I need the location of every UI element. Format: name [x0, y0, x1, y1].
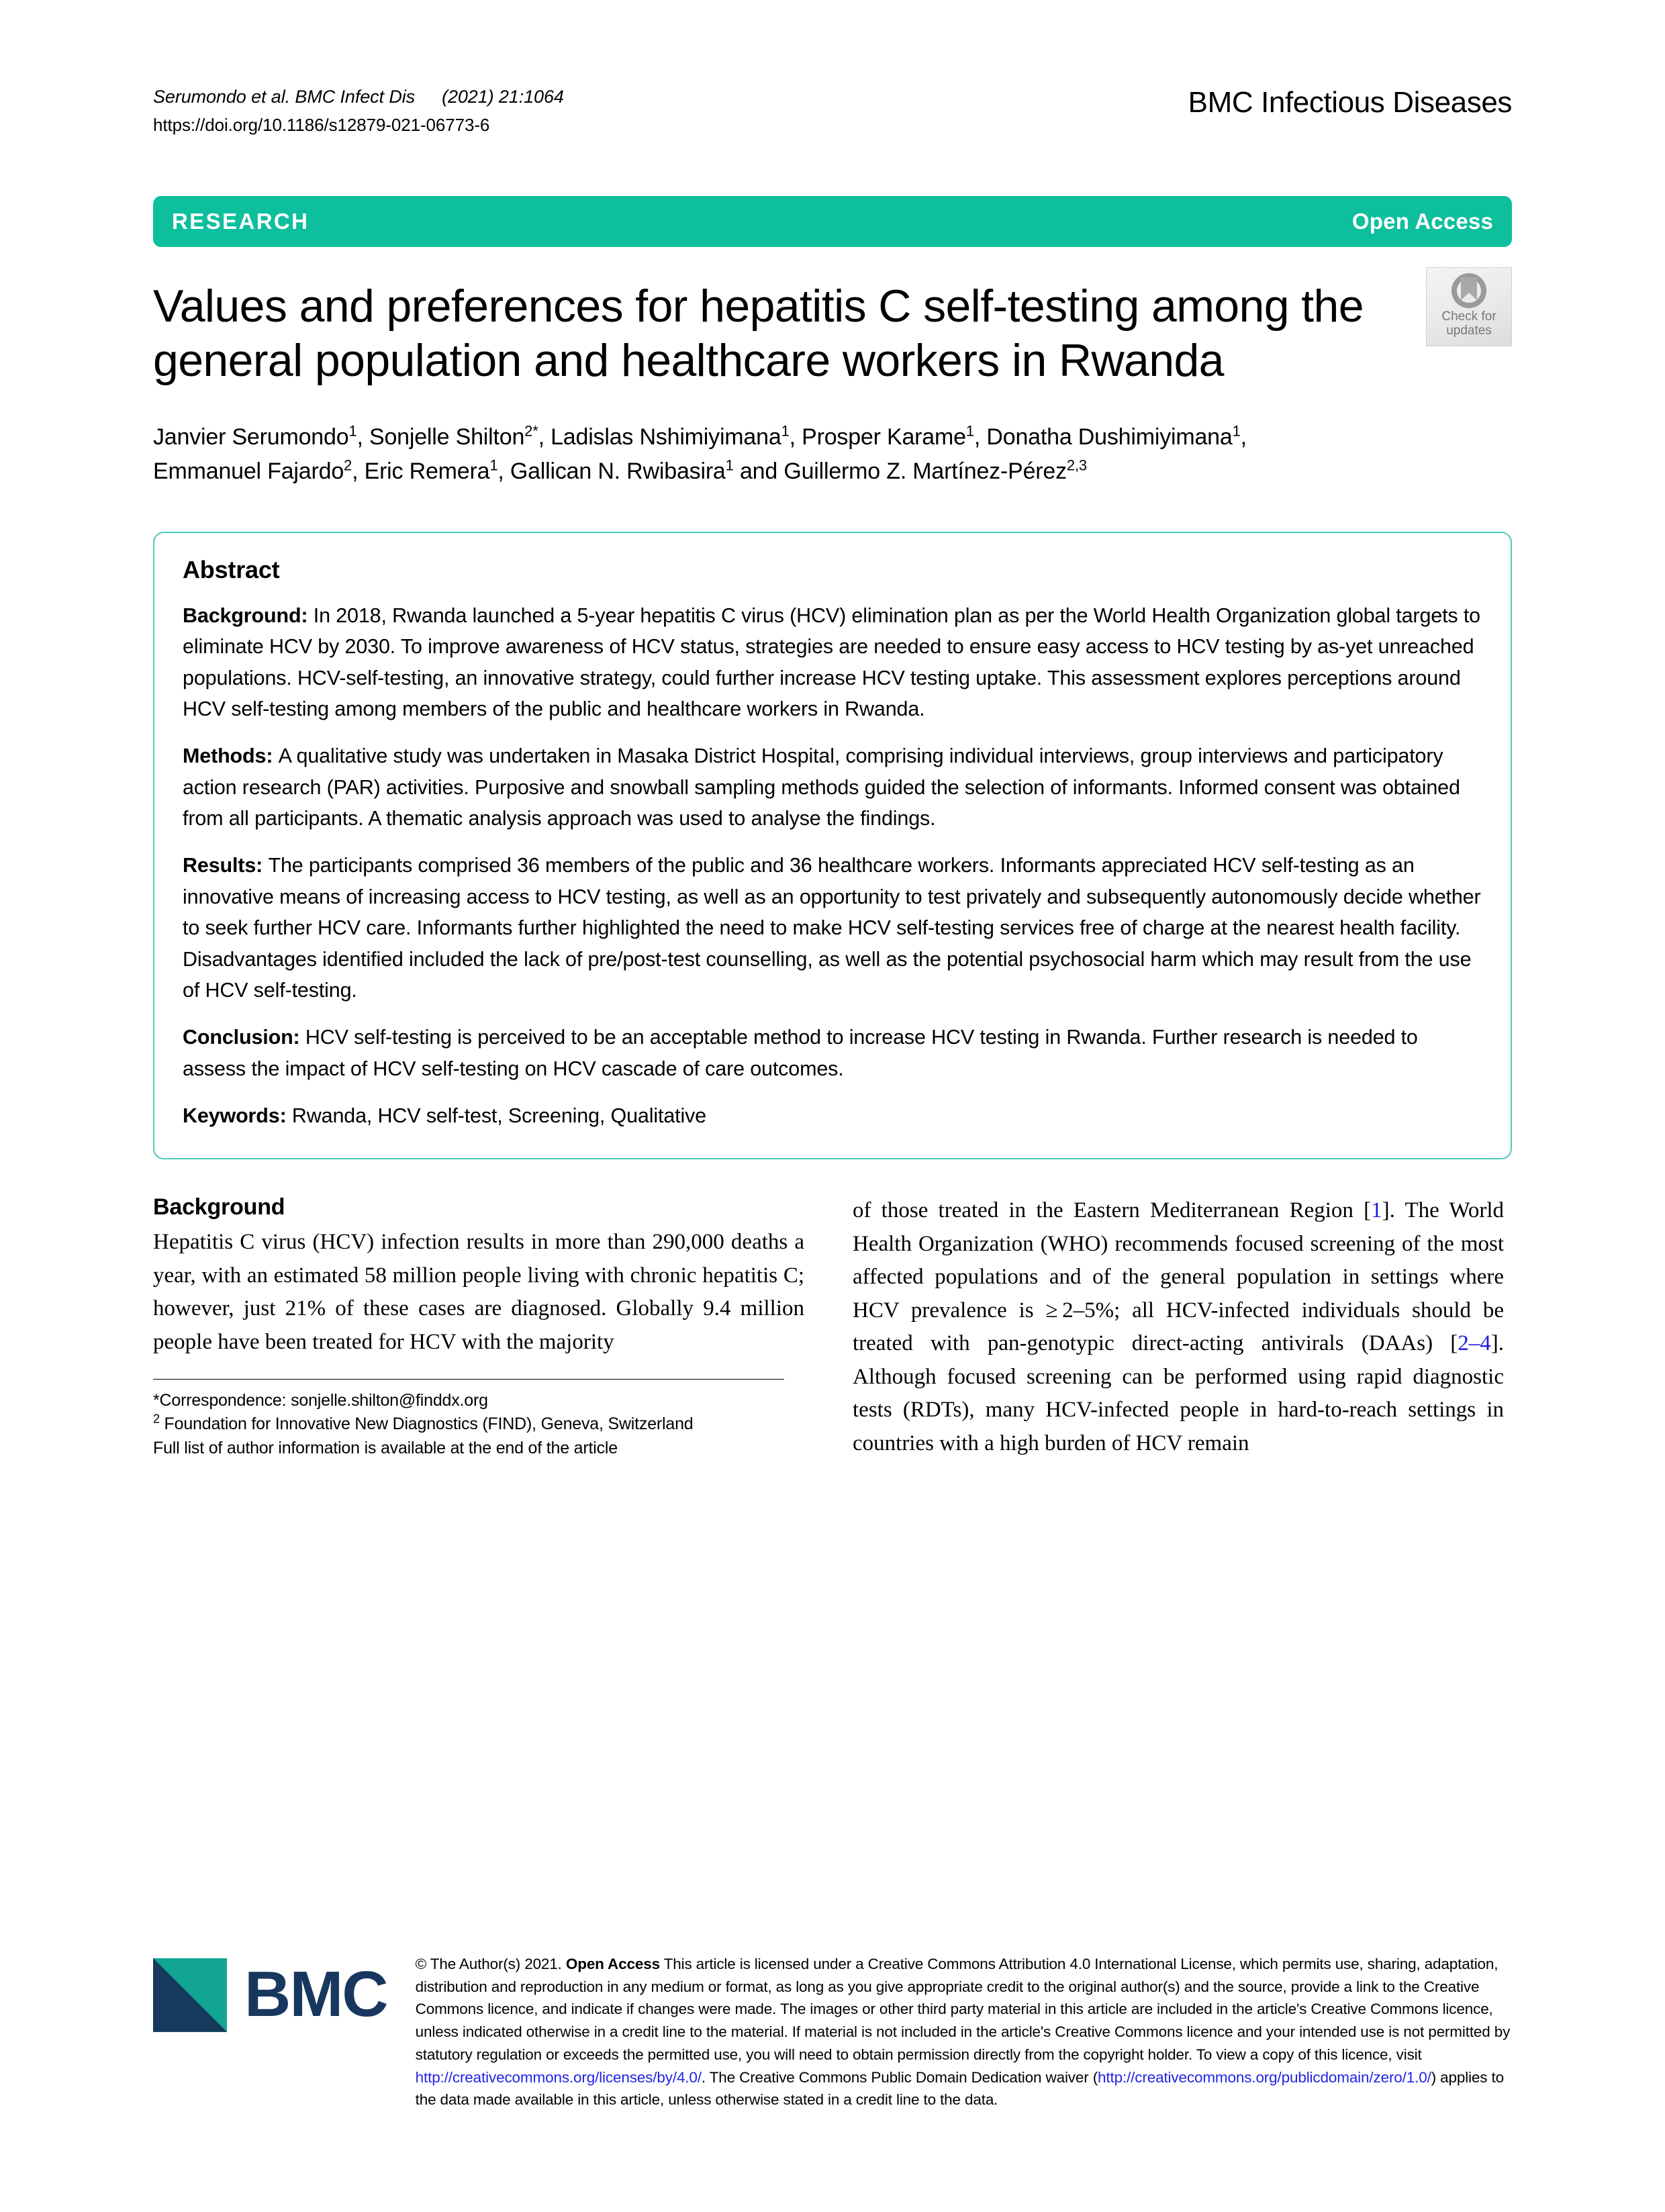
- abstract-section: [183, 1100, 1482, 1131]
- background-paragraph-continued: of those treated in the Eastern Mediterranean Region [1]. The World Health Organization (WHO) recommends focused screening of the most affected populations and of the general population in settings where HCV prevalence is ≥ 2–5%; all HCV-infected individuals should be treated with pan-genotypic direct-acting antivirals (DAAs) [2–4]. Although focused screening can be performed using rapid diagnostic tests (RDTs), many HCV-infected people in hard-to-reach settings in countries with a high burden of HCV remain: [853, 1198, 1505, 1455]
- license-band: [153, 1927, 1512, 2111]
- right-column: [853, 1194, 1504, 1460]
- bmc-logo: [153, 1927, 387, 2032]
- correspondence-line: [153, 1389, 784, 1413]
- citation-volume: (2021) 21:1064: [442, 87, 564, 107]
- left-column: [153, 1194, 804, 1460]
- author-line-2: Emmanuel Fajardo$^2$, Eric Remera$^1$, Gallican N. Rwibasira$^1$ and Guillermo Z. Martínez-Pérez$^{2,3}$: [153, 456, 1087, 484]
- abstract-section-label: Keywords:: [183, 1104, 292, 1127]
- abstract-heading: Abstract: [183, 555, 280, 583]
- abstract-sections: [183, 600, 1482, 1131]
- crossmark-label: [1441, 309, 1496, 338]
- citation-authors: Serumondo et al. BMC Infect Dis: [153, 87, 416, 107]
- open-access-label: Open Access: [1351, 209, 1493, 234]
- page-title: Values and preferences for hepatitis C self-testing among the general population and healthcare workers in Rwanda: [153, 281, 1364, 387]
- abstract-section: [183, 850, 1482, 1006]
- abstract-section-text: A qualitative study was undertaken in Masaka District Hospital, comprising individual interviews, group interviews and participatory action research (PAR) activities. Purposive and snowball sampling methods guided the selection of informants. Informed consent was obtained from all participants. A thematic analysis approach was used to analyse the findings.: [183, 744, 1460, 830]
- abstract-box: [153, 532, 1512, 1159]
- title-block: [153, 279, 1512, 489]
- author-list: [153, 420, 1512, 489]
- abstract-section: [183, 1022, 1482, 1084]
- background-heading: Background: [153, 1194, 285, 1220]
- abstract-section-label: Conclusion:: [183, 1026, 305, 1049]
- background-paragraph: Hepatitis C virus (HCV) infection results in more than 290,000 deaths a year, with an estimated 58 million people living with chronic hepatitis C; however, just 21% of these cases are diagnosed. Globally 9.4 million people have been treated for HCV with the majority: [153, 1230, 804, 1354]
- license-text: © The Author(s) 2021. Open Access This article is licensed under a Creative Commons Attribution 4.0 International License, which permits use, sharing, adaptation, distribution and reproduction in any medium or format, as long as you give appropriate credit to the original author(s) and the source, provide a link to the Creative Commons licence, and indicate if changes were made. The images or other third party material in this article are included in the article's Creative Commons licence, unless indicated otherwise in a credit line to the material. If material is not included in the article's Creative Commons licence and your intended use is not permitted by statutory regulation or exceeds the permitted use, you will need to obtain permission directly from the copyright holder. To view a copy of this licence, visit http://creativecommons.org/licenses/by/4.0/. The Creative Commons Public Domain Dedication waiver (http://creativecommons.org/publicdomain/zero/1.0/) applies to the data made available in this article, unless otherwise stated in a credit line to the data.: [415, 1955, 1511, 2109]
- running-head: [153, 0, 1512, 138]
- journal-citation: [153, 83, 564, 111]
- abstract-section-text: HCV self-testing is perceived to be an acceptable method to increase HCV testing in Rwanda. Further research is needed to assess the impact of HCV self-testing on HCV cascade of care outcomes.: [183, 1026, 1418, 1080]
- body-columns: [153, 1194, 1512, 1460]
- full-author-list-note: Full list of author information is available at the end of the article: [153, 1438, 618, 1457]
- crossmark-icon: [1452, 273, 1486, 308]
- bmc-wordmark: BMC: [244, 1958, 387, 2031]
- author-line-1: Janvier Serumondo$^1$, Sonjelle Shilton$^{2*}$, Ladislas Nshimiyimana$^1$, Prosper Karame$^1$, Donatha Dushimiyimana$^1$,: [153, 422, 1247, 450]
- crossmark-line-1: Check for: [1441, 309, 1496, 324]
- abstract-section: [183, 600, 1482, 724]
- bmc-mark-icon: [153, 1958, 227, 2032]
- abstract-section-label: Background:: [183, 604, 314, 627]
- abstract-section-text: The participants comprised 36 members of the public and 36 healthcare workers. Informants appreciated HCV self-testing as an innovative means of increasing access to HCV testing, as well as an opportunity to test privately and subsequently autonomously decide whether to seek further HCV care. Informants further highlighted the need to make HCV self-testing services free of charge at the nearest health facility. Disadvantages identified included the lack of pre/post-test counselling, as well as the potential psychosocial harm which may result from the use of HCV self-testing.: [183, 854, 1481, 1002]
- check-for-updates-badge[interactable]: [1426, 267, 1512, 346]
- doi-link[interactable]: https://doi.org/10.1186/s12879-021-06773-6: [153, 114, 490, 135]
- research-banner: [153, 196, 1512, 247]
- abstract-section-text: Rwanda, HCV self-test, Screening, Qualitative: [291, 1104, 706, 1127]
- correspondence-email[interactable]: sonjelle.shilton@finddx.org: [291, 1390, 488, 1410]
- abstract-section: [183, 740, 1482, 834]
- article-type-label: RESEARCH: [172, 209, 310, 234]
- affiliation-line: $^2$ Foundation for Innovative New Diagnostics (FIND), Geneva, Switzerland: [153, 1412, 694, 1434]
- abstract-section-text: In 2018, Rwanda launched a 5-year hepatitis C virus (HCV) elimination plan as per the World Health Organization global targets to eliminate HCV by 2030. To improve awareness of HCV status, strategies are needed to ensure easy access to HCV testing by as-yet unreached populations. HCV-self-testing, an innovative strategy, could further increase HCV testing uptake. This assessment explores perceptions around HCV self-testing among members of the public and healthcare workers in Rwanda.: [183, 604, 1480, 721]
- correspondence-footnote: [153, 1369, 784, 1461]
- correspondence-label: *Correspondence:: [153, 1390, 287, 1410]
- abstract-section-label: Results:: [183, 854, 269, 877]
- running-head-left: [153, 83, 564, 138]
- journal-title: BMC Infectious Diseases: [1188, 86, 1512, 119]
- abstract-section-label: Methods:: [183, 744, 279, 768]
- crossmark-line-2: updates: [1446, 324, 1492, 338]
